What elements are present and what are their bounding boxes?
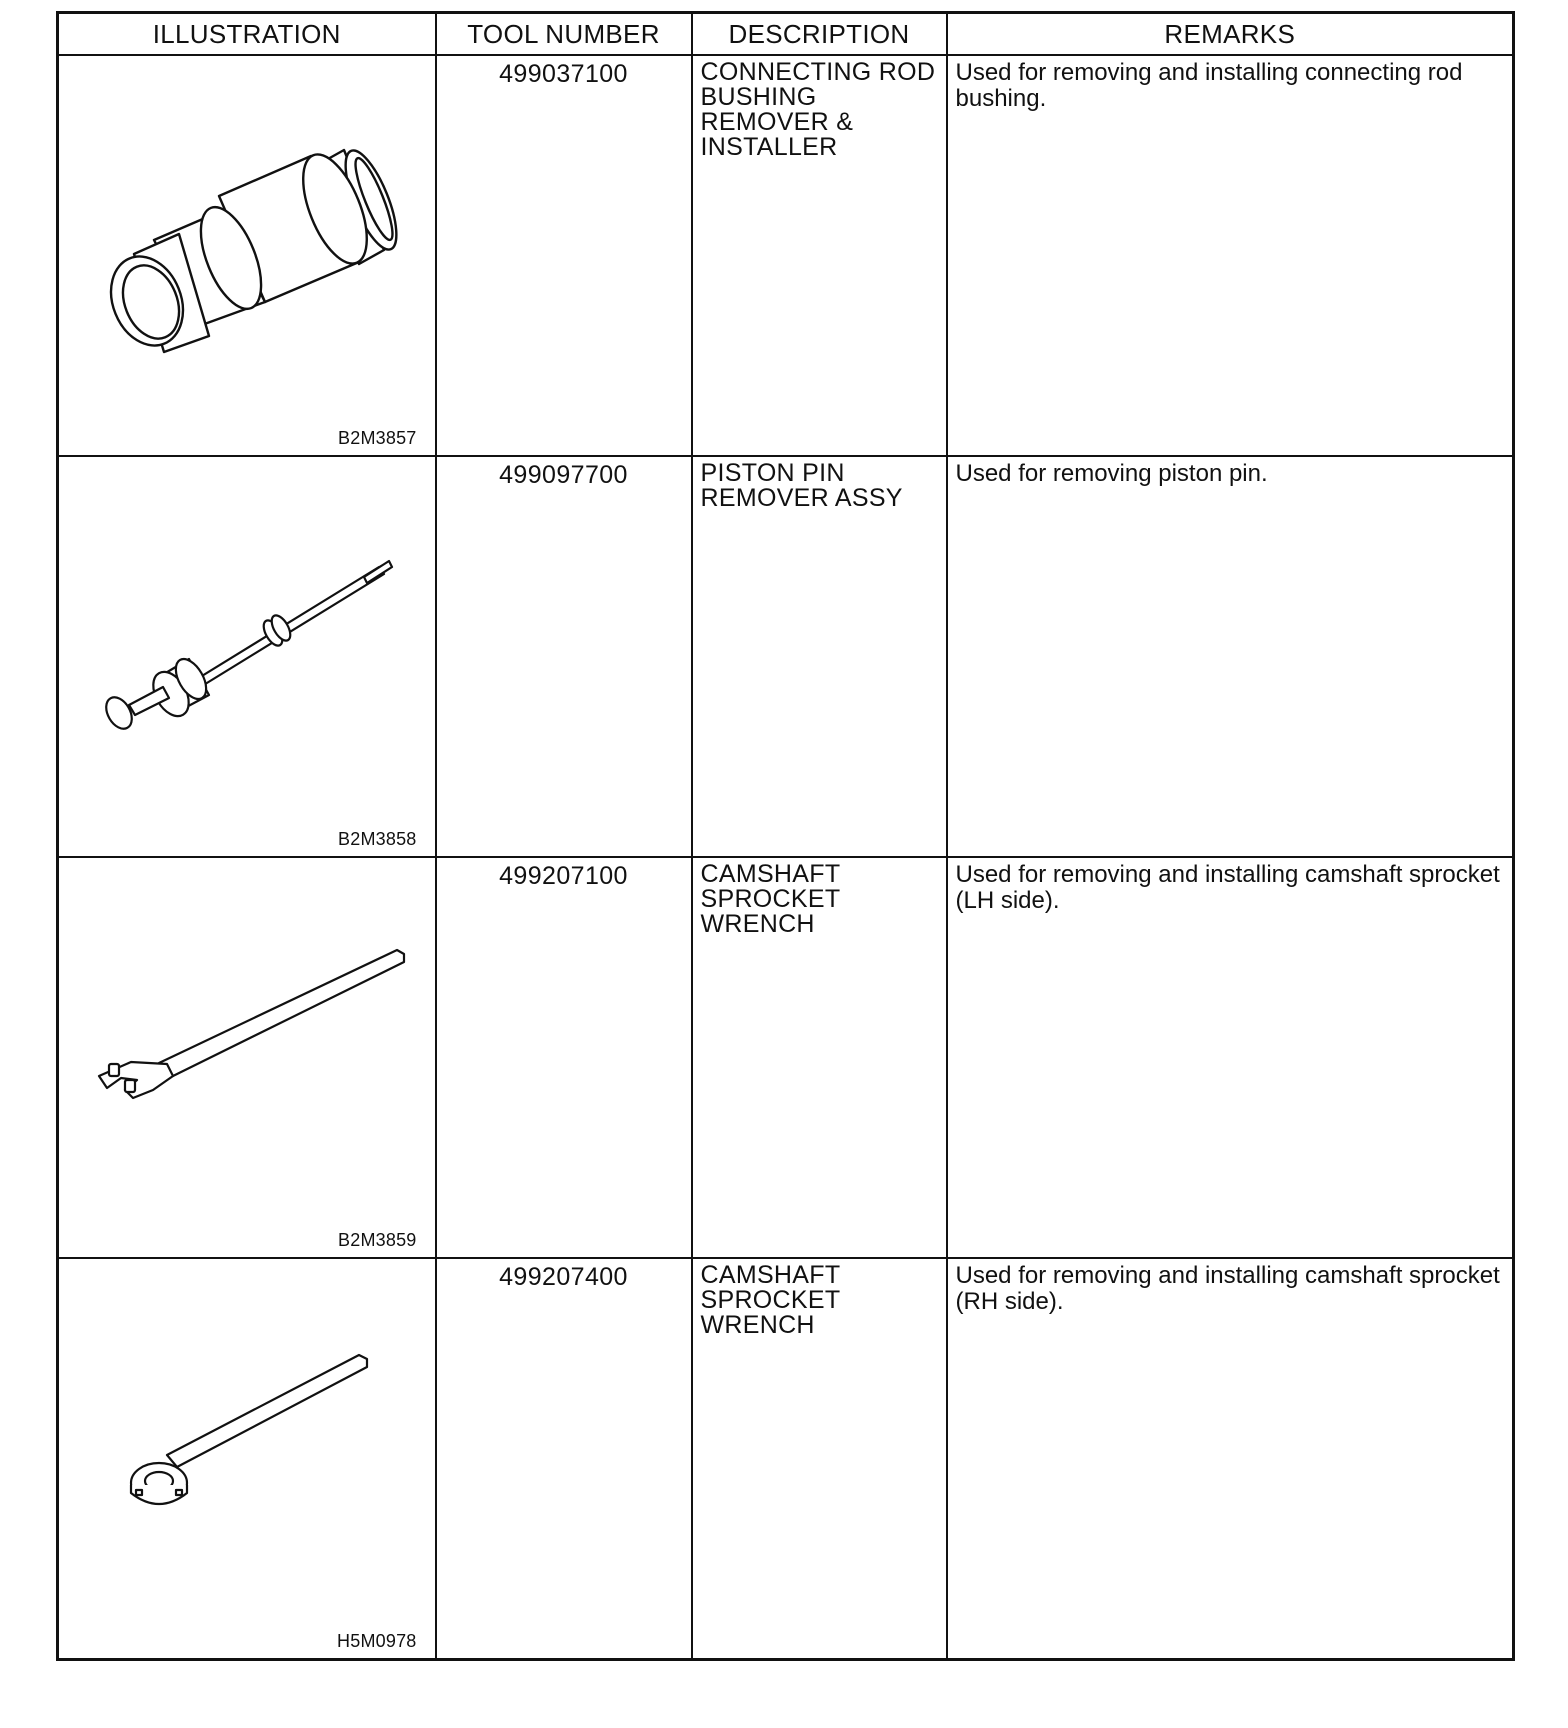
tool-remarks: Used for removing piston pin. [955,460,1268,487]
remarks-cell [947,857,1514,1258]
tool-description: PISTON PIN REMOVER ASSY [700,459,903,512]
special-tools-table [56,11,1515,1661]
tool-description: CAMSHAFT SPROCKET WRENCH [700,860,841,938]
figure-code: B2M3857 [338,428,417,448]
description-cell [692,1258,947,1660]
tool-number: 499207100 [499,862,628,890]
illustration-cell [58,1258,436,1660]
figure-code: B2M3858 [338,829,417,849]
piston-pin-remover-icon [59,457,437,856]
tool-number: 499207400 [499,1263,628,1291]
tool-number: 499037100 [499,60,628,88]
tool-number-cell [436,55,692,456]
table-row [58,1258,1514,1660]
header-illustration: ILLUSTRATION [58,13,436,56]
remarks-cell [947,55,1514,456]
tool-number-cell [436,1258,692,1660]
tool-number-cell [436,456,692,857]
remarks-cell [947,1258,1514,1660]
figure-code: B2M3859 [338,1230,417,1250]
tool-number-cell [436,857,692,1258]
header-remarks: REMARKS [947,13,1514,56]
tool-description: CONNECTING ROD BUSHING REMOVER & INSTALLER [700,58,936,161]
table-row [58,456,1514,857]
description-cell [692,456,947,857]
camshaft-sprocket-wrench-lh-icon [59,858,437,1257]
tool-remarks: Used for removing and installing camshaft sprocket (LH side). [955,861,1500,914]
illustration-cell [58,857,436,1258]
table-row [58,857,1514,1258]
figure-code: H5M0978 [337,1631,417,1651]
tool-description: CAMSHAFT SPROCKET WRENCH [700,1261,841,1339]
table-header-row [58,13,1514,56]
illustration-cell [58,55,436,456]
description-cell [692,857,947,1258]
remarks-cell [947,456,1514,857]
tool-number: 499097700 [499,461,628,489]
description-cell [692,55,947,456]
bushing-remover-installer-icon [59,56,437,455]
tool-remarks: Used for removing and installing camshaft sprocket (RH side). [955,1262,1500,1315]
header-description: DESCRIPTION [692,13,947,56]
table-row [58,55,1514,456]
illustration-cell [58,456,436,857]
tool-remarks: Used for removing and installing connecting rod bushing. [955,59,1463,112]
header-tool-number: TOOL NUMBER [436,13,692,56]
camshaft-sprocket-wrench-rh-icon [59,1259,437,1658]
